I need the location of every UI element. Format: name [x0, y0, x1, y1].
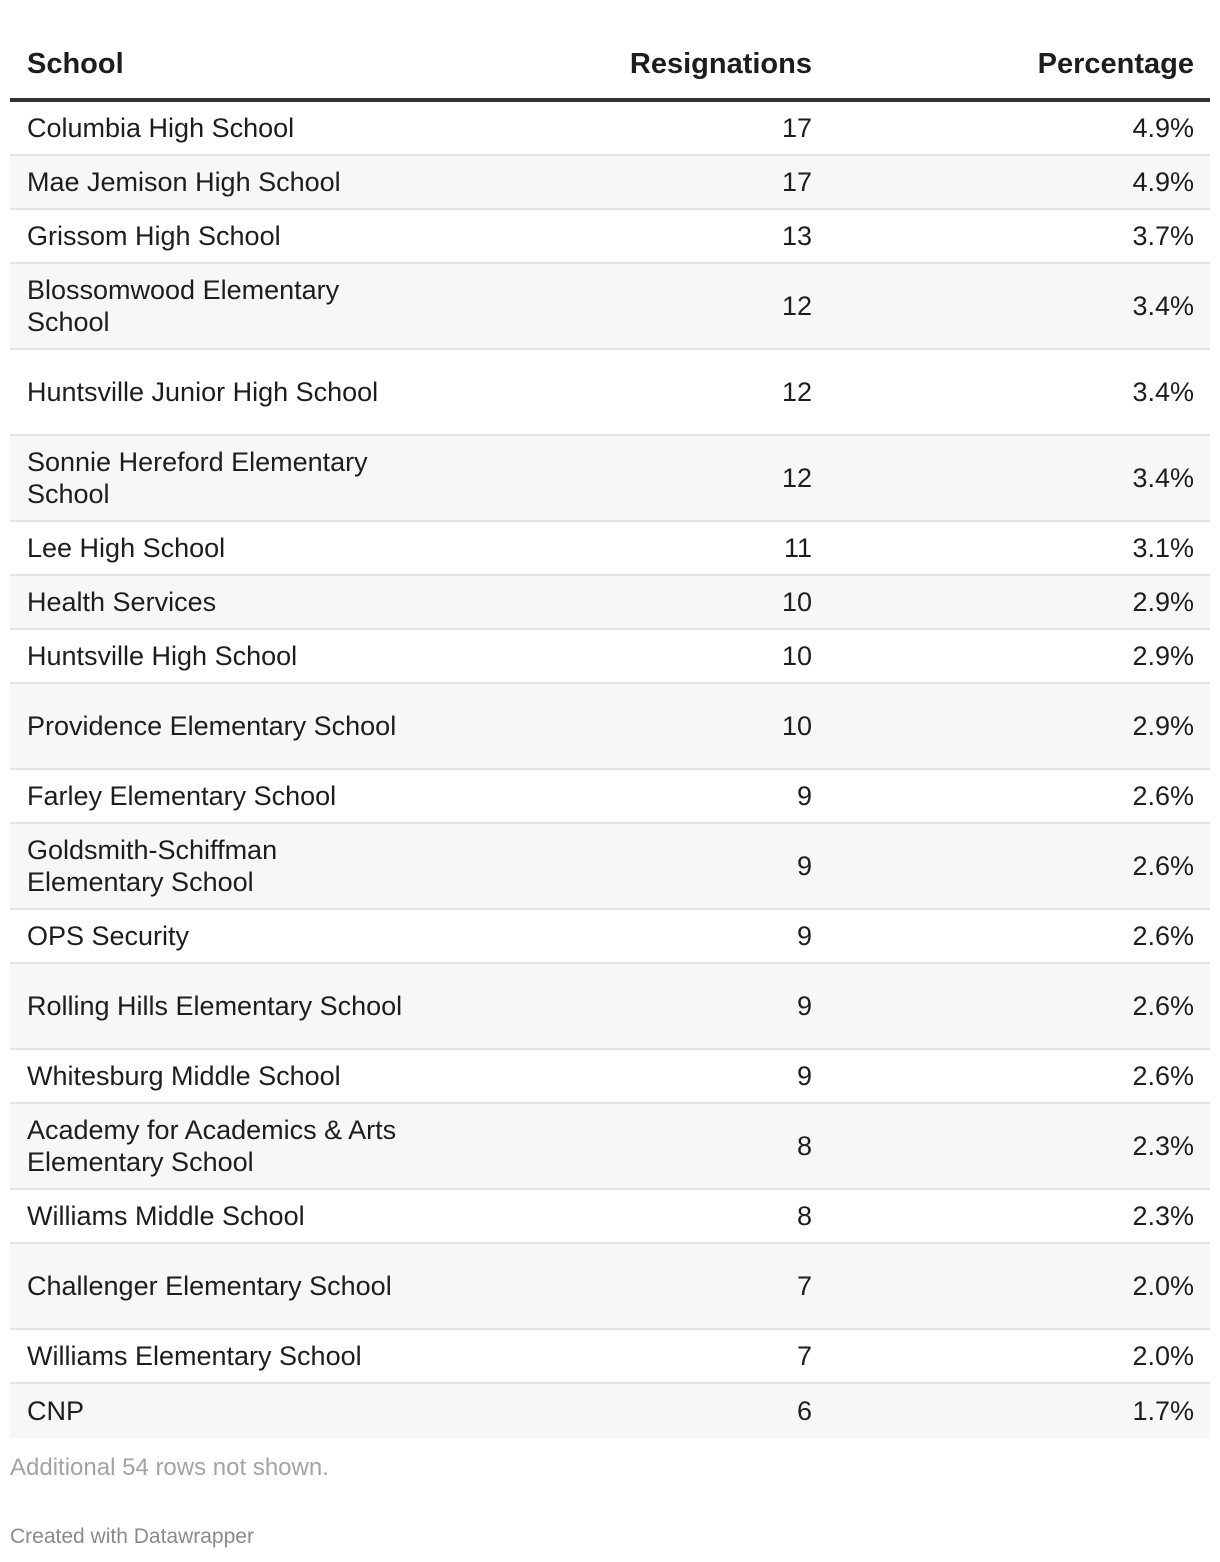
table-row	[10, 824, 1210, 910]
table-row	[10, 910, 1210, 964]
cell-resignations: 11	[783, 533, 812, 563]
cell-percentage: 4.9%	[1132, 113, 1194, 143]
cell-school: Whitesburg Middle School	[27, 1061, 341, 1091]
cell-resignations: 17	[781, 113, 812, 143]
cell-percentage: 2.9%	[1132, 641, 1194, 671]
cell-resignations: 12	[781, 463, 812, 493]
cell-school: Blossomwood Elementary School	[27, 275, 340, 337]
table-row	[10, 210, 1210, 264]
cell-resignations: 8	[796, 1131, 812, 1161]
cell-school: Grissom High School	[27, 221, 281, 251]
cell-resignations: 6	[796, 1396, 812, 1426]
cell-school: Farley Elementary School	[27, 781, 337, 811]
cell-school: Williams Middle School	[27, 1201, 305, 1231]
cell-school: Goldsmith-Schiffman Elementary School	[27, 835, 278, 897]
cell-school: CNP	[27, 1396, 85, 1426]
cell-resignations: 9	[796, 781, 812, 811]
cell-percentage: 3.1%	[1132, 533, 1194, 563]
cell-percentage: 2.6%	[1132, 991, 1194, 1021]
cell-percentage: 2.6%	[1132, 781, 1194, 811]
cell-resignations: 10	[781, 711, 812, 741]
header-percentage[interactable]: Percentage	[1037, 47, 1194, 80]
table-row	[10, 630, 1210, 684]
table-row	[10, 156, 1210, 210]
table-row	[10, 1104, 1210, 1190]
table-row	[10, 436, 1210, 522]
cell-school: Williams Elementary School	[27, 1341, 362, 1371]
cell-percentage: 2.3%	[1132, 1201, 1194, 1231]
table-row	[10, 522, 1210, 576]
table-row	[10, 102, 1210, 156]
cell-school: Lee High School	[27, 533, 226, 563]
cell-school: Huntsville Junior High School	[27, 377, 379, 407]
table-row	[10, 1050, 1210, 1104]
table-row	[10, 964, 1210, 1050]
cell-percentage: 2.0%	[1132, 1271, 1194, 1301]
cell-school: Academy for Academics & Arts Elementary School	[27, 1115, 397, 1177]
cell-percentage: 4.9%	[1132, 167, 1194, 197]
table-row	[10, 1330, 1210, 1384]
cell-resignations: 9	[796, 921, 812, 951]
cell-resignations: 8	[796, 1201, 812, 1231]
cell-resignations: 10	[781, 587, 812, 617]
table-row	[10, 576, 1210, 630]
table-row	[10, 770, 1210, 824]
cell-resignations: 7	[796, 1341, 812, 1371]
cell-resignations: 17	[781, 167, 812, 197]
cell-percentage: 2.9%	[1132, 587, 1194, 617]
cell-resignations: 12	[781, 291, 812, 321]
cell-school: Huntsville High School	[27, 641, 298, 671]
table-notes: Additional 54 rows not shown.	[10, 1454, 329, 1481]
table-header	[10, 30, 1210, 102]
cell-school: Mae Jemison High School	[27, 167, 341, 197]
table-row	[10, 684, 1210, 770]
cell-resignations: 12	[781, 377, 812, 407]
header-school[interactable]: School	[27, 47, 124, 80]
cell-school: Providence Elementary School	[27, 711, 397, 741]
cell-percentage: 3.7%	[1132, 221, 1194, 251]
cell-resignations: 9	[796, 851, 812, 881]
cell-percentage: 2.9%	[1132, 711, 1194, 741]
data-table	[10, 30, 1210, 1438]
cell-percentage: 2.3%	[1132, 1131, 1194, 1161]
cell-percentage: 3.4%	[1132, 377, 1194, 407]
table-row	[10, 1244, 1210, 1330]
cell-resignations: 10	[781, 641, 812, 671]
cell-percentage: 3.4%	[1132, 463, 1194, 493]
header-resignations[interactable]: Resignations	[629, 47, 812, 80]
cell-school: Challenger Elementary School	[27, 1271, 392, 1301]
cell-school: Columbia High School	[27, 113, 295, 143]
cell-resignations: 7	[796, 1271, 812, 1301]
table-row	[10, 1384, 1210, 1438]
cell-percentage: 2.6%	[1132, 921, 1194, 951]
table-row	[10, 1190, 1210, 1244]
cell-school: Health Services	[27, 587, 217, 617]
cell-resignations: 13	[781, 221, 812, 251]
cell-school: Sonnie Hereford Elementary School	[27, 447, 368, 509]
table-row	[10, 264, 1210, 350]
table-row	[10, 350, 1210, 436]
cell-percentage: 1.7%	[1132, 1396, 1194, 1426]
datawrapper-credit[interactable]: Created with Datawrapper	[10, 1525, 254, 1548]
cell-percentage: 2.0%	[1132, 1341, 1194, 1371]
cell-percentage: 3.4%	[1132, 291, 1194, 321]
cell-school: Rolling Hills Elementary School	[27, 991, 403, 1021]
cell-percentage: 2.6%	[1132, 851, 1194, 881]
cell-resignations: 9	[796, 991, 812, 1021]
cell-school: OPS Security	[27, 921, 190, 951]
cell-resignations: 9	[796, 1061, 812, 1091]
cell-percentage: 2.6%	[1132, 1061, 1194, 1091]
